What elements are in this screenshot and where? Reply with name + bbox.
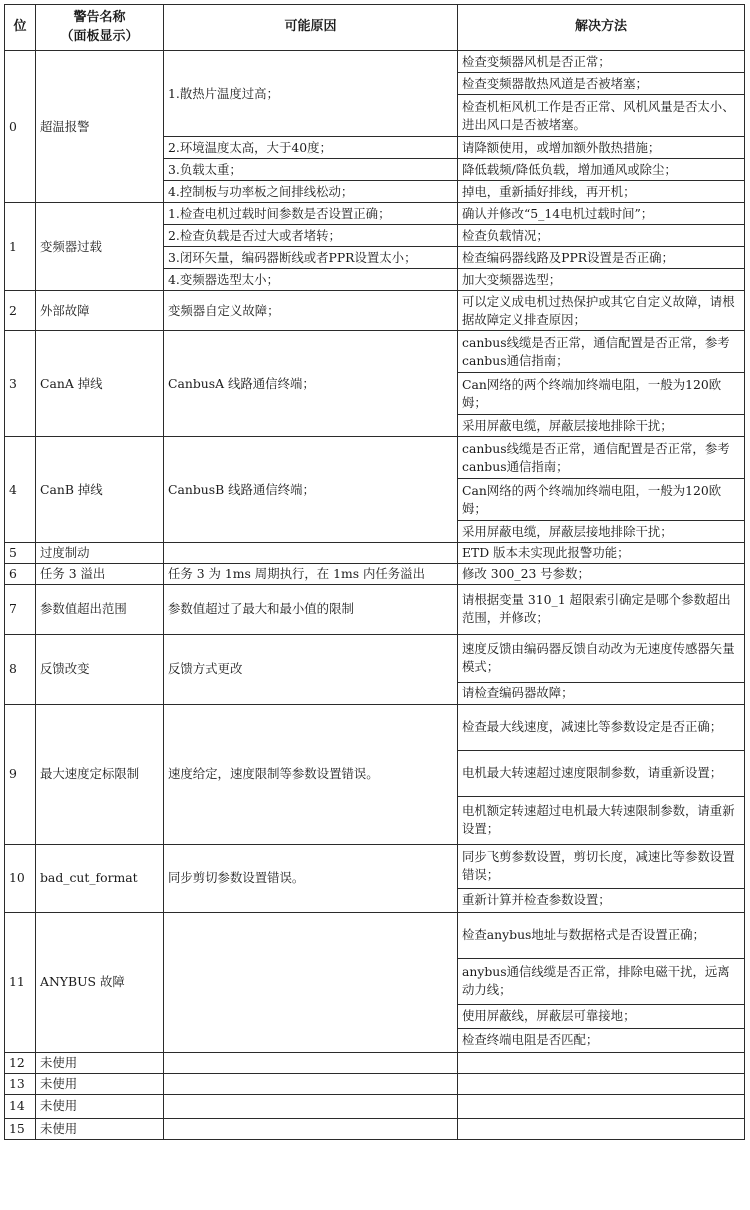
table-row: [5, 543, 745, 564]
alarm-solution: ETD 版本未实现此报警功能；: [458, 543, 745, 564]
header-row: [5, 5, 745, 51]
alarm-bit: 0: [5, 51, 36, 203]
alarm-cause: 同步剪切参数设置错误。: [164, 844, 458, 912]
table-row: [5, 1118, 745, 1139]
alarm-solution: 使用屏蔽线，屏蔽层可靠接地；: [458, 1004, 745, 1028]
alarm-solution: 请根据变量 310_1 超限索引确定是哪个参数超出范围，并修改；: [458, 584, 745, 634]
alarm-bit: 9: [5, 704, 36, 844]
alarm-cause: 任务 3 为 1ms 周期执行，在 1ms 内任务溢出: [164, 563, 458, 584]
alarm-cause: 4.变频器选型太小；: [164, 269, 458, 291]
table-row: [5, 704, 745, 750]
alarm-name: CanB 掉线: [36, 437, 164, 543]
alarm-bit: 11: [5, 912, 36, 1052]
alarm-solution: 加大变频器选型；: [458, 269, 745, 291]
alarm-bit: 10: [5, 844, 36, 912]
table-row: [5, 1052, 745, 1073]
alarm-solution: 可以定义成电机过热保护或其它自定义故障，请根据故障定义排查原因；: [458, 291, 745, 331]
alarm-name: CanA 掉线: [36, 331, 164, 437]
header-name: [36, 5, 164, 51]
alarm-name: bad_cut_format: [36, 844, 164, 912]
alarm-name: ANYBUS 故障: [36, 912, 164, 1052]
alarm-solution: 确认并修改“5_14电机过载时间”；: [458, 203, 745, 225]
alarm-cause: 1.散热片温度过高；: [164, 51, 458, 137]
alarm-name: 变频器过载: [36, 203, 164, 291]
table-row: [5, 584, 745, 634]
alarm-cause: 速度给定，速度限制等参数设置错误。: [164, 704, 458, 844]
table-row: [5, 1073, 745, 1094]
alarm-cause: [164, 1094, 458, 1118]
header-name-line2: （面板显示）: [60, 28, 139, 44]
alarm-solution: [458, 1052, 745, 1073]
alarm-cause: [164, 1073, 458, 1094]
alarm-solution: 同步飞剪参数设置，剪切长度，减速比等参数设置错误；: [458, 844, 745, 888]
alarm-solution: canbus线缆是否正常，通信配置是否正常，参考canbus通信指南；: [458, 437, 745, 479]
alarm-name: 外部故障: [36, 291, 164, 331]
header-name-line1: 警告名称: [73, 10, 126, 26]
alarm-solution: 采用屏蔽电缆，屏蔽层接地排除干扰；: [458, 415, 745, 437]
alarm-solution: 检查变频器风机是否正常；: [458, 51, 745, 73]
alarm-name: 超温报警: [36, 51, 164, 203]
alarm-name: 参数值超出范围: [36, 584, 164, 634]
alarm-cause: 3.闭环矢量，编码器断线或者PPR设置太小；: [164, 247, 458, 269]
alarm-name: 过度制动: [36, 543, 164, 564]
alarm-name: 反馈改变: [36, 634, 164, 704]
alarm-cause: 4.控制板与功率板之间排线松动；: [164, 181, 458, 203]
alarm-solution: [458, 1073, 745, 1094]
header-cause: 可能原因: [164, 5, 458, 51]
alarm-cause: [164, 543, 458, 564]
table-row: [5, 203, 745, 225]
alarm-name: 最大速度定标限制: [36, 704, 164, 844]
alarm-solution: 请降额使用，或增加额外散热措施；: [458, 137, 745, 159]
alarm-solution: canbus线缆是否正常，通信配置是否正常，参考canbus通信指南；: [458, 331, 745, 373]
alarm-bit: 3: [5, 331, 36, 437]
alarm-name: 任务 3 溢出: [36, 563, 164, 584]
alarm-solution: 电机额定转速超过电机最大转速限制参数，请重新设置；: [458, 796, 745, 844]
alarm-solution: 重新计算并检查参数设置；: [458, 888, 745, 912]
alarm-name: 未使用: [36, 1073, 164, 1094]
table-row: [5, 291, 745, 331]
alarm-solution: Can网络的两个终端加终端电阻，一般为120欧姆；: [458, 373, 745, 415]
alarm-body: [5, 51, 745, 1140]
alarm-solution: [458, 1118, 745, 1139]
alarm-solution: 检查最大线速度，减速比等参数设定是否正确；: [458, 704, 745, 750]
table-row: [5, 331, 745, 373]
table-row: [5, 563, 745, 584]
alarm-cause: 变频器自定义故障；: [164, 291, 458, 331]
alarm-cause: 参数值超过了最大和最小值的限制: [164, 584, 458, 634]
alarm-solution: 速度反馈由编码器反馈自动改为无速度传感器矢量模式；: [458, 634, 745, 682]
alarm-cause: 1.检查电机过载时间参数是否设置正确；: [164, 203, 458, 225]
alarm-solution: 电机最大转速超过速度限制参数，请重新设置；: [458, 750, 745, 796]
alarm-solution: 检查机柜风机工作是否正常、风机风量是否太小、进出风口是否被堵塞。: [458, 95, 745, 137]
alarm-solution: 检查anybus地址与数据格式是否设置正确；: [458, 912, 745, 958]
alarm-solution: Can网络的两个终端加终端电阻，一般为120欧姆；: [458, 479, 745, 521]
alarm-bit: 6: [5, 563, 36, 584]
alarm-bit: 5: [5, 543, 36, 564]
alarm-name: 未使用: [36, 1052, 164, 1073]
alarm-cause: 2.检查负载是否过大或者堵转；: [164, 225, 458, 247]
table-row: [5, 437, 745, 479]
alarm-solution: 降低载频/降低负载，增加通风或除尘；: [458, 159, 745, 181]
alarm-solution: anybus通信线缆是否正常，排除电磁干扰，远离动力线；: [458, 958, 745, 1004]
alarm-bit: 8: [5, 634, 36, 704]
alarm-solution: 检查负载情况；: [458, 225, 745, 247]
alarm-solution: 掉电，重新插好排线，再开机；: [458, 181, 745, 203]
table-row: [5, 634, 745, 682]
header-bit: 位: [5, 5, 36, 51]
alarm-solution: 修改 300_23 号参数；: [458, 563, 745, 584]
alarm-bit: 4: [5, 437, 36, 543]
alarm-name: 未使用: [36, 1094, 164, 1118]
alarm-solution: 请检查编码器故障；: [458, 682, 745, 704]
alarm-solution: 检查编码器线路及PPR设置是否正确；: [458, 247, 745, 269]
table-row: [5, 1094, 745, 1118]
alarm-table: [4, 4, 745, 1140]
alarm-cause: CanbusA 线路通信终端；: [164, 331, 458, 437]
alarm-bit: 12: [5, 1052, 36, 1073]
header-solution: 解决方法: [458, 5, 745, 51]
alarm-solution: 检查终端电阻是否匹配；: [458, 1028, 745, 1052]
alarm-bit: 13: [5, 1073, 36, 1094]
alarm-cause: 3.负载太重；: [164, 159, 458, 181]
alarm-cause: CanbusB 线路通信终端；: [164, 437, 458, 543]
alarm-solution: [458, 1094, 745, 1118]
alarm-cause: [164, 1118, 458, 1139]
alarm-solution: 检查变频器散热风道是否被堵塞；: [458, 73, 745, 95]
alarm-solution: 采用屏蔽电缆，屏蔽层接地排除干扰；: [458, 521, 745, 543]
alarm-cause: 2.环境温度太高，大于40度；: [164, 137, 458, 159]
alarm-bit: 2: [5, 291, 36, 331]
alarm-cause: [164, 912, 458, 1052]
table-row: [5, 844, 745, 888]
table-row: [5, 51, 745, 73]
alarm-bit: 14: [5, 1094, 36, 1118]
alarm-cause: [164, 1052, 458, 1073]
alarm-bit: 1: [5, 203, 36, 291]
alarm-bit: 15: [5, 1118, 36, 1139]
alarm-name: 未使用: [36, 1118, 164, 1139]
alarm-cause: 反馈方式更改: [164, 634, 458, 704]
alarm-bit: 7: [5, 584, 36, 634]
table-row: [5, 912, 745, 958]
